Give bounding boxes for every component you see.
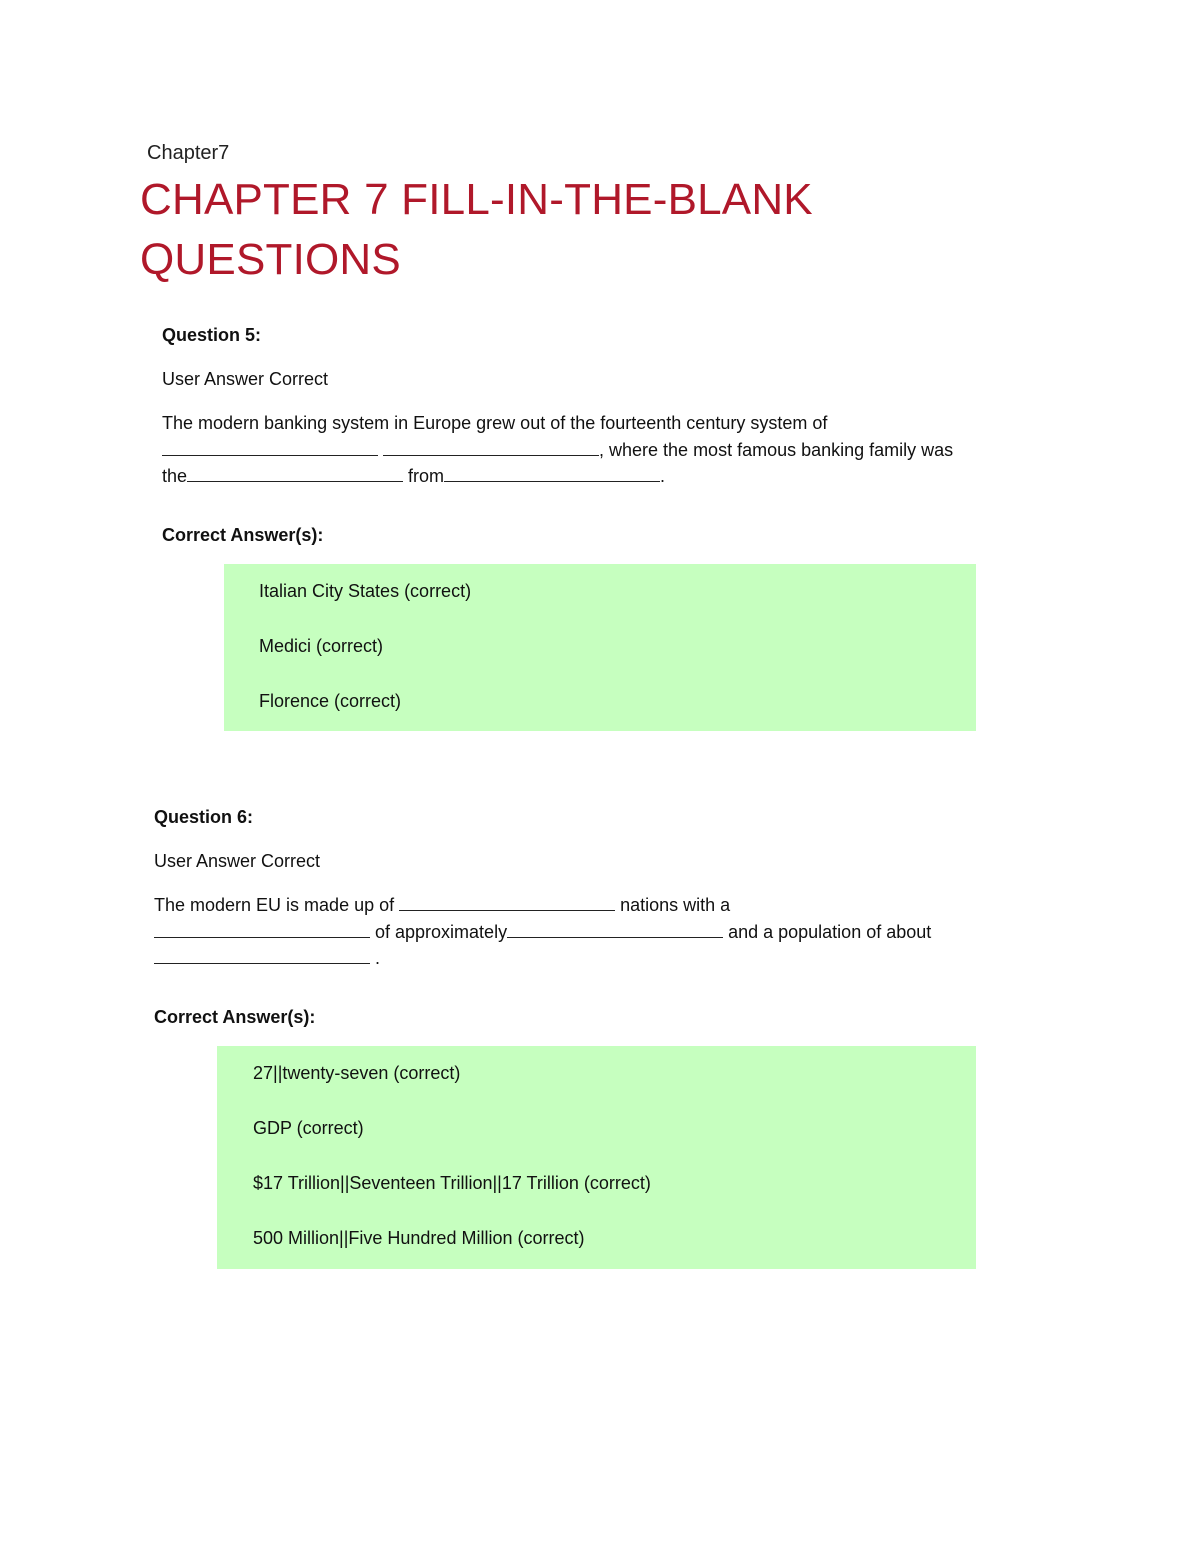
answer-blank [399, 892, 615, 911]
answer-blank [154, 945, 370, 964]
question-heading: Question 6: [154, 807, 254, 827]
answer-status: User Answer Correct [154, 851, 321, 871]
question-text-part: from [403, 466, 445, 486]
question-text-part: The modern banking system in Europe grew out of the fourteenth century system of [162, 413, 828, 433]
answer-blank [154, 919, 370, 938]
page-title: CHAPTER 7 FILL-IN-THE-BLANK QUESTIONS [140, 175, 813, 284]
correct-answers-list [224, 564, 976, 729]
correct-answer-item: 27||twenty-seven (correct) [253, 1063, 461, 1083]
question-text [162, 410, 962, 490]
document-label: Chapter7 [147, 142, 230, 164]
correct-answers-heading: Correct Answer(s): [162, 524, 324, 545]
correct-answer-item: GDP (correct) [253, 1118, 364, 1138]
question-text-part: and a population of about [723, 921, 932, 942]
question-heading: Question 5: [162, 325, 262, 345]
question-text [154, 892, 954, 972]
question-text-part: , where the most famous banking family was the [162, 439, 954, 486]
correct-answer-item: Medici (correct) [259, 636, 384, 656]
correct-answers-heading: Correct Answer(s): [154, 1006, 316, 1027]
answer-blank [187, 463, 403, 482]
correct-answer-item: 500 Million||Five Hundred Million (correct) [253, 1228, 585, 1248]
question-text-part: . [370, 948, 381, 968]
question-text-part: of approximately [370, 921, 508, 942]
correct-answer-item: $17 Trillion||Seventeen Trillion||17 Trillion (correct) [253, 1173, 651, 1193]
correct-answers-box [224, 564, 976, 731]
answer-blank [162, 437, 378, 456]
answer-blank [383, 437, 599, 456]
correct-answer-item: Italian City States (correct) [259, 581, 472, 601]
answer-blank [444, 463, 660, 482]
answer-status: User Answer Correct [162, 369, 329, 389]
correct-answers-list [217, 1046, 976, 1266]
question-6 [154, 804, 982, 1030]
question-text-part: nations with a [615, 895, 731, 915]
question-text-part: The modern EU is made up of [154, 895, 400, 915]
correct-answers-box [217, 1046, 976, 1269]
answer-blank [507, 919, 723, 938]
question-5 [162, 322, 982, 548]
question-text-part: . [660, 466, 666, 486]
correct-answer-item: Florence (correct) [259, 691, 402, 711]
